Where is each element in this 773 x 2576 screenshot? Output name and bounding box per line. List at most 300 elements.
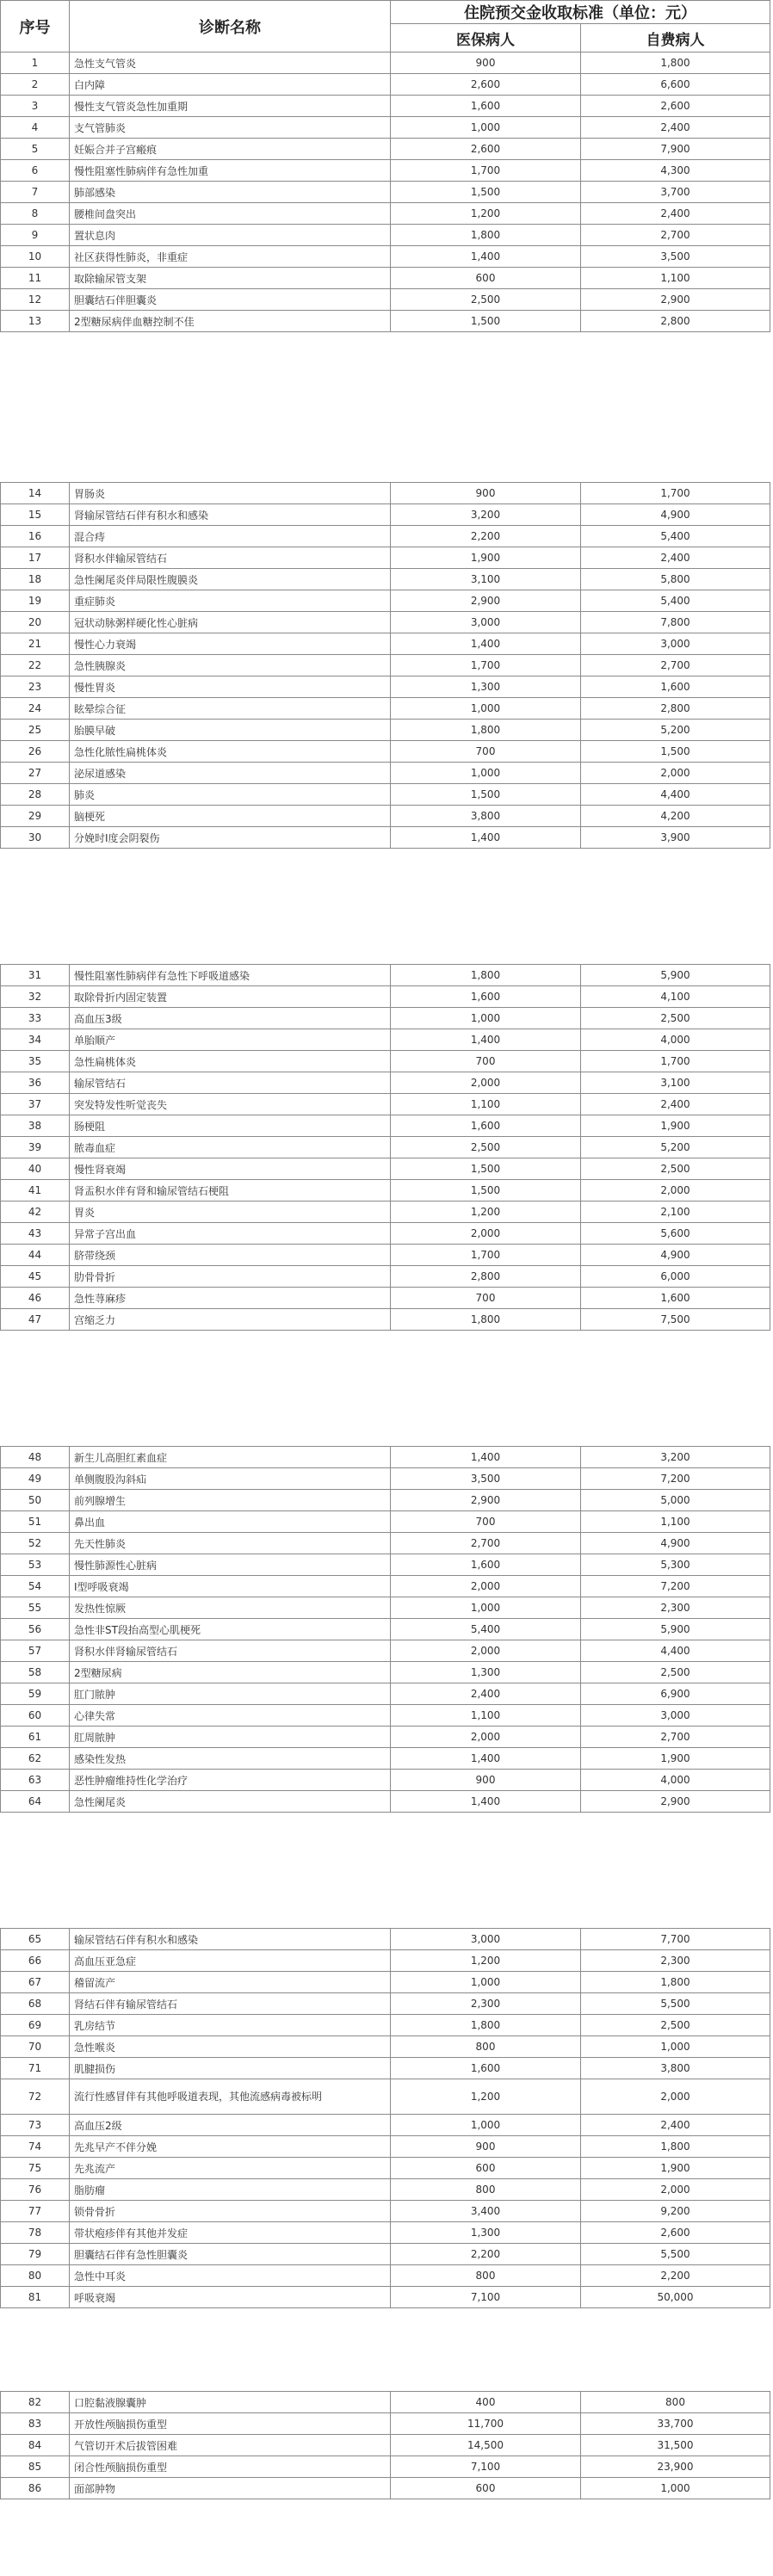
row-number: 74 [1, 2136, 70, 2158]
table-row [1, 2158, 770, 2179]
diagnosis-name: 慢性心力衰竭 [70, 633, 391, 655]
row-number: 40 [1, 1158, 70, 1180]
insured-deposit: 1,600 [391, 96, 581, 117]
diagnosis-name: 急性荨麻疹 [70, 1288, 391, 1309]
diagnosis-name: 急性阑尾炎伴局限性腹膜炎 [70, 569, 391, 590]
insured-deposit: 1,400 [391, 246, 581, 268]
row-number: 77 [1, 2201, 70, 2222]
table-row [1, 483, 770, 504]
diagnosis-name: 突发特发性听觉丧失 [70, 1094, 391, 1115]
insured-deposit: 2,300 [391, 1993, 581, 2015]
table-row [1, 720, 770, 741]
diagnosis-name: 急性化脓性扁桃体炎 [70, 741, 391, 763]
table-row [1, 1137, 770, 1158]
self-pay-deposit: 1,600 [581, 1288, 770, 1309]
insured-deposit: 2,700 [391, 1533, 581, 1554]
table-row [1, 1115, 770, 1137]
insured-deposit: 600 [391, 268, 581, 289]
row-number: 84 [1, 2435, 70, 2456]
diagnosis-name: 肾输尿管结石伴有积水和感染 [70, 504, 391, 526]
diagnosis-name: 高血压3级 [70, 1008, 391, 1029]
self-pay-deposit: 1,100 [581, 268, 770, 289]
diagnosis-name: 高血压2级 [70, 2115, 391, 2136]
insured-deposit: 2,400 [391, 1683, 581, 1705]
table-row [1, 1072, 770, 1094]
row-number: 11 [1, 268, 70, 289]
diagnosis-name: 稽留流产 [70, 1972, 391, 1993]
diagnosis-name: 输尿管结石 [70, 1072, 391, 1094]
diagnosis-name: 2型糖尿病 [70, 1662, 391, 1683]
diagnosis-name: 新生儿高胆红素血症 [70, 1447, 391, 1468]
diagnosis-name: 带状疱疹伴有其他并发症 [70, 2222, 391, 2244]
table-row [1, 2179, 770, 2201]
self-pay-deposit: 5,300 [581, 1554, 770, 1576]
diagnosis-name: 慢性胃炎 [70, 676, 391, 698]
table-row [1, 2456, 770, 2478]
self-pay-deposit: 1,900 [581, 2158, 770, 2179]
table-row [1, 2058, 770, 2079]
row-number: 8 [1, 203, 70, 225]
self-pay-deposit: 5,900 [581, 1619, 770, 1640]
insured-deposit: 1,400 [391, 827, 581, 849]
insured-deposit: 1,400 [391, 1748, 581, 1770]
row-number: 3 [1, 96, 70, 117]
self-pay-deposit: 4,000 [581, 1029, 770, 1051]
table-row [1, 1490, 770, 1511]
insured-deposit: 1,900 [391, 547, 581, 569]
diagnosis-name: 先兆流产 [70, 2158, 391, 2179]
row-number: 32 [1, 986, 70, 1008]
table-row [1, 203, 770, 225]
row-number: 42 [1, 1202, 70, 1223]
insured-deposit: 1,000 [391, 2115, 581, 2136]
table-row [1, 1662, 770, 1683]
row-number: 10 [1, 246, 70, 268]
diagnosis-name: 气管切开术后拔管困难 [70, 2435, 391, 2456]
row-number: 83 [1, 2413, 70, 2435]
table-row [1, 2265, 770, 2287]
table-row [1, 117, 770, 139]
diagnosis-name: 肺炎 [70, 784, 391, 806]
diagnosis-name: 前列腺增生 [70, 1490, 391, 1511]
self-pay-deposit: 3,900 [581, 827, 770, 849]
row-number: 58 [1, 1662, 70, 1683]
row-number: 81 [1, 2287, 70, 2308]
row-number: 72 [1, 2079, 70, 2115]
row-number: 2 [1, 74, 70, 96]
insured-deposit: 1,300 [391, 1662, 581, 1683]
self-pay-deposit: 4,900 [581, 504, 770, 526]
diagnosis-name: 急性支气管炎 [70, 53, 391, 74]
insured-deposit: 1,000 [391, 1597, 581, 1619]
diagnosis-name: 慢性阻塞性肺病伴有急性下呼吸道感染 [70, 965, 391, 986]
row-number: 71 [1, 2058, 70, 2079]
insured-deposit: 1,200 [391, 2079, 581, 2115]
fee-table-4 [0, 1446, 770, 1813]
table-row [1, 1029, 770, 1051]
self-pay-deposit: 5,800 [581, 569, 770, 590]
table-row [1, 311, 770, 332]
row-number: 63 [1, 1770, 70, 1791]
table-row [1, 1972, 770, 1993]
row-number: 47 [1, 1309, 70, 1331]
diagnosis-name: 肋骨骨折 [70, 1266, 391, 1288]
self-pay-deposit: 3,200 [581, 1447, 770, 1468]
diagnosis-name: 输尿管结石伴有积水和感染 [70, 1929, 391, 1950]
row-number: 57 [1, 1640, 70, 1662]
table-row [1, 526, 770, 547]
table-row [1, 1158, 770, 1180]
row-number: 86 [1, 2478, 70, 2499]
table-row [1, 1094, 770, 1115]
fee-table-2 [0, 482, 770, 849]
insured-deposit: 1,600 [391, 1115, 581, 1137]
table-row [1, 160, 770, 182]
row-number: 20 [1, 612, 70, 633]
table-row [1, 1683, 770, 1705]
insured-deposit: 2,200 [391, 2244, 581, 2265]
table-row [1, 2115, 770, 2136]
row-number: 23 [1, 676, 70, 698]
diagnosis-name: 单胎顺产 [70, 1029, 391, 1051]
self-pay-deposit: 2,600 [581, 96, 770, 117]
table-row [1, 289, 770, 311]
row-number: 14 [1, 483, 70, 504]
self-pay-deposit: 2,600 [581, 2222, 770, 2244]
insured-deposit: 1,500 [391, 311, 581, 332]
row-number: 68 [1, 1993, 70, 2015]
table-row [1, 1266, 770, 1288]
diagnosis-name: 肾积水伴肾输尿管结石 [70, 1640, 391, 1662]
insured-deposit: 2,200 [391, 526, 581, 547]
table-row [1, 1791, 770, 1813]
table-row [1, 1447, 770, 1468]
self-pay-deposit: 3,000 [581, 1705, 770, 1727]
insured-deposit: 1,800 [391, 1309, 581, 1331]
table-row [1, 698, 770, 720]
self-pay-deposit: 3,500 [581, 246, 770, 268]
diagnosis-name: 脓毒血症 [70, 1137, 391, 1158]
self-pay-deposit: 3,100 [581, 1072, 770, 1094]
table-row [1, 504, 770, 526]
insured-deposit: 1,400 [391, 1029, 581, 1051]
row-number: 35 [1, 1051, 70, 1072]
insured-deposit: 2,000 [391, 1727, 581, 1748]
insured-deposit: 1,400 [391, 633, 581, 655]
table-row [1, 1245, 770, 1266]
row-number: 28 [1, 784, 70, 806]
insured-deposit: 800 [391, 2036, 581, 2058]
insured-deposit: 700 [391, 1511, 581, 1533]
table-row [1, 547, 770, 569]
insured-deposit: 1,200 [391, 1950, 581, 1972]
row-number: 5 [1, 139, 70, 160]
diagnosis-name: 心律失常 [70, 1705, 391, 1727]
table-row [1, 827, 770, 849]
table-row [1, 96, 770, 117]
diagnosis-name: 重症肺炎 [70, 590, 391, 612]
diagnosis-name: 2型糖尿病伴血糖控制不佳 [70, 311, 391, 332]
row-number: 27 [1, 763, 70, 784]
row-number: 73 [1, 2115, 70, 2136]
self-pay-deposit: 1,600 [581, 676, 770, 698]
row-number: 34 [1, 1029, 70, 1051]
row-number: 17 [1, 547, 70, 569]
row-number: 53 [1, 1554, 70, 1576]
insured-deposit: 1,200 [391, 203, 581, 225]
row-number: 82 [1, 2392, 70, 2413]
diagnosis-name: 高血压亚急症 [70, 1950, 391, 1972]
fee-table-5 [0, 1928, 770, 2308]
self-pay-deposit: 1,900 [581, 1748, 770, 1770]
diagnosis-name: 急性阑尾炎 [70, 1791, 391, 1813]
diagnosis-name: 先天性肺炎 [70, 1533, 391, 1554]
diagnosis-name: 泌尿道感染 [70, 763, 391, 784]
table-row [1, 569, 770, 590]
self-pay-deposit: 1,900 [581, 1115, 770, 1137]
insured-deposit: 1,300 [391, 676, 581, 698]
diagnosis-name: 脑梗死 [70, 806, 391, 827]
insured-deposit: 600 [391, 2478, 581, 2499]
self-pay-deposit: 6,000 [581, 1266, 770, 1288]
insured-deposit: 400 [391, 2392, 581, 2413]
row-number: 12 [1, 289, 70, 311]
row-number: 39 [1, 1137, 70, 1158]
self-pay-deposit: 7,500 [581, 1309, 770, 1331]
insured-deposit: 2,500 [391, 289, 581, 311]
diagnosis-name: 口腔黏液腺囊肿 [70, 2392, 391, 2413]
self-pay-deposit: 2,300 [581, 1950, 770, 1972]
table-row [1, 2222, 770, 2244]
diagnosis-name: 乳房结节 [70, 2015, 391, 2036]
self-pay-deposit: 5,500 [581, 1993, 770, 2015]
row-number: 21 [1, 633, 70, 655]
table-row [1, 2244, 770, 2265]
row-number: 26 [1, 741, 70, 763]
row-number: 45 [1, 1266, 70, 1288]
self-pay-deposit: 2,400 [581, 547, 770, 569]
table-row [1, 2392, 770, 2413]
self-pay-deposit: 7,800 [581, 612, 770, 633]
diagnosis-name: 面部肿物 [70, 2478, 391, 2499]
insured-deposit: 2,000 [391, 1640, 581, 1662]
insured-deposit: 3,000 [391, 1929, 581, 1950]
diagnosis-name: 肠梗阻 [70, 1115, 391, 1137]
table-row [1, 2036, 770, 2058]
diagnosis-name: 恶性肿瘤维持性化学治疗 [70, 1770, 391, 1791]
diagnosis-name: 呼吸衰竭 [70, 2287, 391, 2308]
row-number: 50 [1, 1490, 70, 1511]
self-pay-deposit: 2,900 [581, 289, 770, 311]
row-number: 22 [1, 655, 70, 676]
row-number: 69 [1, 2015, 70, 2036]
row-number: 76 [1, 2179, 70, 2201]
row-number: 56 [1, 1619, 70, 1640]
table-row [1, 590, 770, 612]
row-number: 29 [1, 806, 70, 827]
row-number: 48 [1, 1447, 70, 1468]
row-number: 15 [1, 504, 70, 526]
insured-deposit: 600 [391, 2158, 581, 2179]
self-pay-deposit: 3,800 [581, 2058, 770, 2079]
table-row [1, 1288, 770, 1309]
row-number: 16 [1, 526, 70, 547]
diagnosis-name: 混合痔 [70, 526, 391, 547]
insured-deposit: 1,100 [391, 1094, 581, 1115]
table-row [1, 1727, 770, 1748]
self-pay-deposit: 2,000 [581, 1180, 770, 1202]
insured-deposit: 2,000 [391, 1072, 581, 1094]
row-number: 36 [1, 1072, 70, 1094]
insured-deposit: 1,000 [391, 1972, 581, 1993]
self-pay-deposit: 9,200 [581, 2201, 770, 2222]
diagnosis-name: 异常子宫出血 [70, 1223, 391, 1245]
self-pay-deposit: 4,000 [581, 1770, 770, 1791]
table-row [1, 2287, 770, 2308]
insured-deposit: 3,800 [391, 806, 581, 827]
diagnosis-name: 胆囊结石伴胆囊炎 [70, 289, 391, 311]
self-pay-deposit: 1,500 [581, 741, 770, 763]
diagnosis-name: 慢性肾衰竭 [70, 1158, 391, 1180]
col-header-num: 序号 [1, 1, 70, 53]
table-row [1, 1748, 770, 1770]
diagnosis-name: 社区获得性肺炎，非重症 [70, 246, 391, 268]
diagnosis-name: 脂肪瘤 [70, 2179, 391, 2201]
col-header-self-pay: 自费病人 [581, 24, 770, 53]
table-row [1, 1051, 770, 1072]
col-header-name: 诊断名称 [70, 1, 391, 53]
diagnosis-name: 肛周脓肿 [70, 1727, 391, 1748]
insured-deposit: 2,000 [391, 1223, 581, 1245]
diagnosis-name: 胃炎 [70, 1202, 391, 1223]
insured-deposit: 1,500 [391, 1158, 581, 1180]
diagnosis-name: 脐带绕颈 [70, 1245, 391, 1266]
self-pay-deposit: 4,900 [581, 1245, 770, 1266]
col-header-insured: 医保病人 [391, 24, 581, 53]
diagnosis-name: 腰椎间盘突出 [70, 203, 391, 225]
row-number: 4 [1, 117, 70, 139]
table-row [1, 182, 770, 203]
insured-deposit: 2,000 [391, 1576, 581, 1597]
self-pay-deposit: 5,600 [581, 1223, 770, 1245]
table-row [1, 2136, 770, 2158]
insured-deposit: 1,000 [391, 117, 581, 139]
table-row [1, 1511, 770, 1533]
diagnosis-name: 锁骨骨折 [70, 2201, 391, 2222]
diagnosis-name: 急性喉炎 [70, 2036, 391, 2058]
table-row [1, 655, 770, 676]
fee-table-3 [0, 964, 770, 1331]
diagnosis-name: 眩晕综合征 [70, 698, 391, 720]
self-pay-deposit: 6,600 [581, 74, 770, 96]
insured-deposit: 1,800 [391, 965, 581, 986]
row-number: 37 [1, 1094, 70, 1115]
diagnosis-name: 慢性肺源性心脏病 [70, 1554, 391, 1576]
diagnosis-name: 单侧腹股沟斜疝 [70, 1468, 391, 1490]
insured-deposit: 900 [391, 483, 581, 504]
self-pay-deposit: 3,700 [581, 182, 770, 203]
table-row [1, 763, 770, 784]
insured-deposit: 1,800 [391, 2015, 581, 2036]
diagnosis-name: 肾结石伴有输尿管结石 [70, 1993, 391, 2015]
table-row [1, 1008, 770, 1029]
diagnosis-name: 肺部感染 [70, 182, 391, 203]
insured-deposit: 900 [391, 2136, 581, 2158]
row-number: 19 [1, 590, 70, 612]
row-number: 54 [1, 1576, 70, 1597]
col-header-standard: 住院预交金收取标准（单位：元） [391, 1, 770, 24]
insured-deposit: 2,900 [391, 1490, 581, 1511]
insured-deposit: 1,500 [391, 784, 581, 806]
self-pay-deposit: 5,400 [581, 526, 770, 547]
row-number: 43 [1, 1223, 70, 1245]
insured-deposit: 700 [391, 1288, 581, 1309]
self-pay-deposit: 2,400 [581, 2115, 770, 2136]
diagnosis-name: 感染性发热 [70, 1748, 391, 1770]
insured-deposit: 2,600 [391, 74, 581, 96]
self-pay-deposit: 2,400 [581, 203, 770, 225]
insured-deposit: 900 [391, 53, 581, 74]
insured-deposit: 2,800 [391, 1266, 581, 1288]
row-number: 6 [1, 160, 70, 182]
diagnosis-name: 急性非ST段抬高型心肌梗死 [70, 1619, 391, 1640]
insured-deposit: 1,500 [391, 182, 581, 203]
diagnosis-name: 取除骨折内固定装置 [70, 986, 391, 1008]
insured-deposit: 3,500 [391, 1468, 581, 1490]
row-number: 1 [1, 53, 70, 74]
insured-deposit: 1,700 [391, 160, 581, 182]
self-pay-deposit: 5,200 [581, 720, 770, 741]
table-row [1, 1597, 770, 1619]
self-pay-deposit: 5,000 [581, 1490, 770, 1511]
self-pay-deposit: 2,500 [581, 1158, 770, 1180]
self-pay-deposit: 2,400 [581, 1094, 770, 1115]
table-row [1, 965, 770, 986]
row-number: 49 [1, 1468, 70, 1490]
self-pay-deposit: 7,700 [581, 1929, 770, 1950]
row-number: 75 [1, 2158, 70, 2179]
insured-deposit: 2,500 [391, 1137, 581, 1158]
insured-deposit: 3,200 [391, 504, 581, 526]
self-pay-deposit: 4,400 [581, 784, 770, 806]
diagnosis-name: 闭合性颅脑损伤重型 [70, 2456, 391, 2478]
self-pay-deposit: 2,300 [581, 1597, 770, 1619]
table-row [1, 1576, 770, 1597]
row-number: 52 [1, 1533, 70, 1554]
self-pay-deposit: 800 [581, 2392, 770, 2413]
table-row [1, 1929, 770, 1950]
row-number: 65 [1, 1929, 70, 1950]
self-pay-deposit: 2,000 [581, 2179, 770, 2201]
diagnosis-name: 急性胰腺炎 [70, 655, 391, 676]
self-pay-deposit: 2,500 [581, 1662, 770, 1683]
self-pay-deposit: 2,500 [581, 1008, 770, 1029]
row-number: 62 [1, 1748, 70, 1770]
diagnosis-name: 先兆早产不伴分娩 [70, 2136, 391, 2158]
self-pay-deposit: 5,900 [581, 965, 770, 986]
table-row [1, 2478, 770, 2499]
table-row [1, 246, 770, 268]
self-pay-deposit: 50,000 [581, 2287, 770, 2308]
table-row [1, 1770, 770, 1791]
table-row [1, 1619, 770, 1640]
self-pay-deposit: 1,000 [581, 2036, 770, 2058]
row-number: 85 [1, 2456, 70, 2478]
insured-deposit: 700 [391, 1051, 581, 1072]
table-row [1, 612, 770, 633]
insured-deposit: 1,400 [391, 1447, 581, 1468]
row-number: 33 [1, 1008, 70, 1029]
